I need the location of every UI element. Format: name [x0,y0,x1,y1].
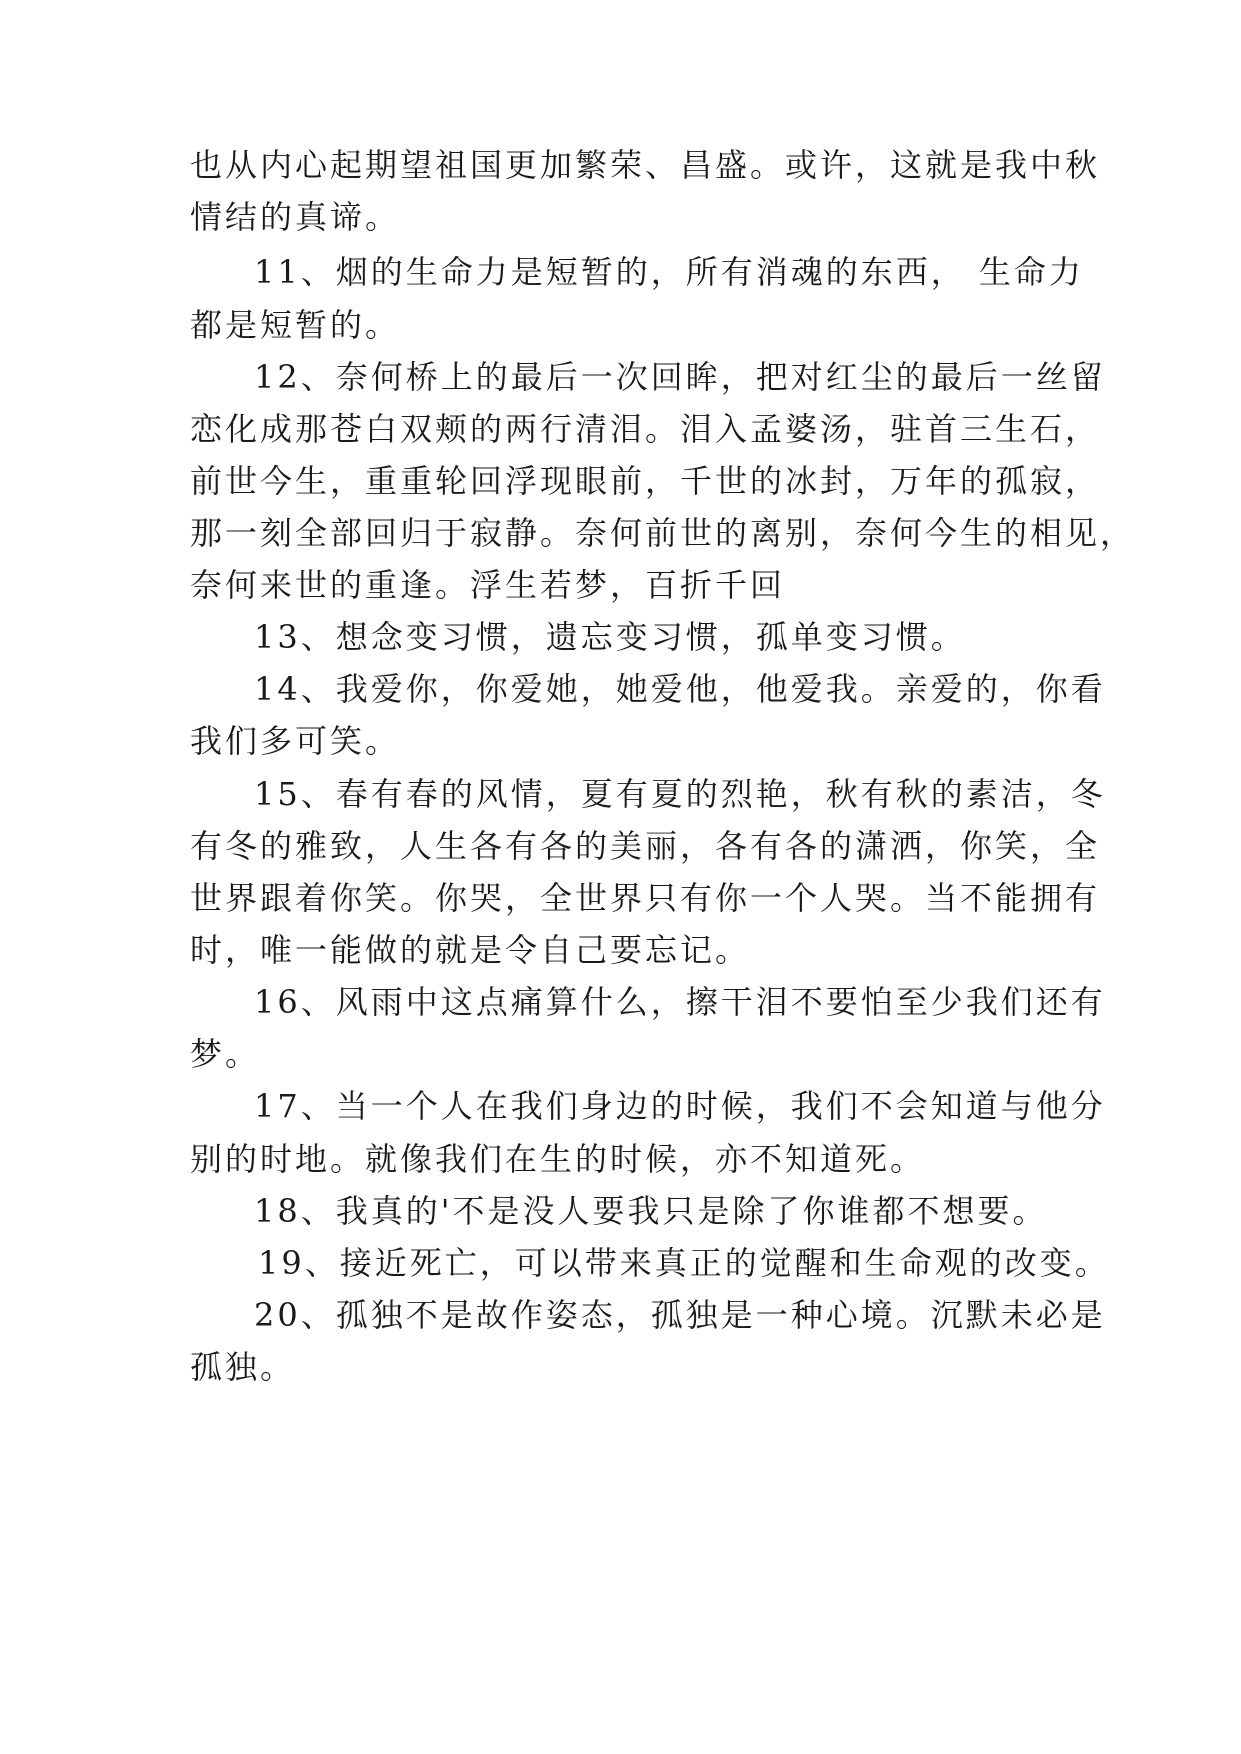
text-line: 奈何来世的重逢。浮生若梦，百折千回 [190,566,786,604]
quote-18-line: 18、我真的'不是没人要我只是除了你谁都不想要。 [254,1192,1048,1230]
quote-12-line: 12、奈何桥上的最后一次回眸，把对红尘的最后一丝留 [254,358,1106,396]
text-line: 世界跟着你笑。你哭，全世界只有你一个人哭。当不能拥有 [190,879,1101,917]
text-line: 梦。 [190,1035,261,1073]
text-line: 我们多可笑。 [190,722,401,760]
quote-11-line: 11、烟的生命力是短暂的，所有消魂的东西， 生命力 [254,253,1084,291]
text-line: 孤独。 [190,1348,296,1386]
text-line: 情结的真谛。 [190,198,401,236]
text-line: 也从内心起期望祖国更加繁荣、昌盛。或许，这就是我中秋 [190,146,1101,184]
quote-19-line: 19、接近死亡，可以带来真正的觉醒和生命观的改变。 [258,1244,1110,1282]
quote-16-line: 16、风雨中这点痛算什么，擦干泪不要怕至少我们还有 [254,983,1106,1021]
quote-20-line: 20、孤独不是故作姿态，孤独是一种心境。沉默未必是 [254,1296,1106,1334]
quote-15-line: 15、春有春的风情，夏有夏的烈艳，秋有秋的素洁，冬 [254,775,1106,813]
text-line: 前世今生，重重轮回浮现眼前，千世的冰封，万年的孤寂， [190,462,1101,500]
text-line: 那一刻全部回归于寂静。奈何前世的离别，奈何今生的相见， [190,514,1136,552]
text-line: 都是短暂的。 [190,306,401,344]
quote-17-line: 17、当一个人在我们身边的时候，我们不会知道与他分 [254,1087,1106,1125]
quote-14-line: 14、我爱你，你爱她，她爱他，他爱我。亲爱的，你看 [254,670,1106,708]
text-line: 别的时地。就像我们在生的时候，亦不知道死。 [190,1140,926,1178]
text-line: 恋化成那苍白双颊的两行清泪。泪入孟婆汤，驻首三生石， [190,410,1101,448]
quote-13-line: 13、想念变习惯，遗忘变习惯，孤单变习惯。 [254,618,966,656]
text-line: 时，唯一能做的就是令自己要忘记。 [190,931,751,969]
text-line: 有冬的雅致，人生各有各的美丽，各有各的潇洒，你笑，全 [190,827,1101,865]
